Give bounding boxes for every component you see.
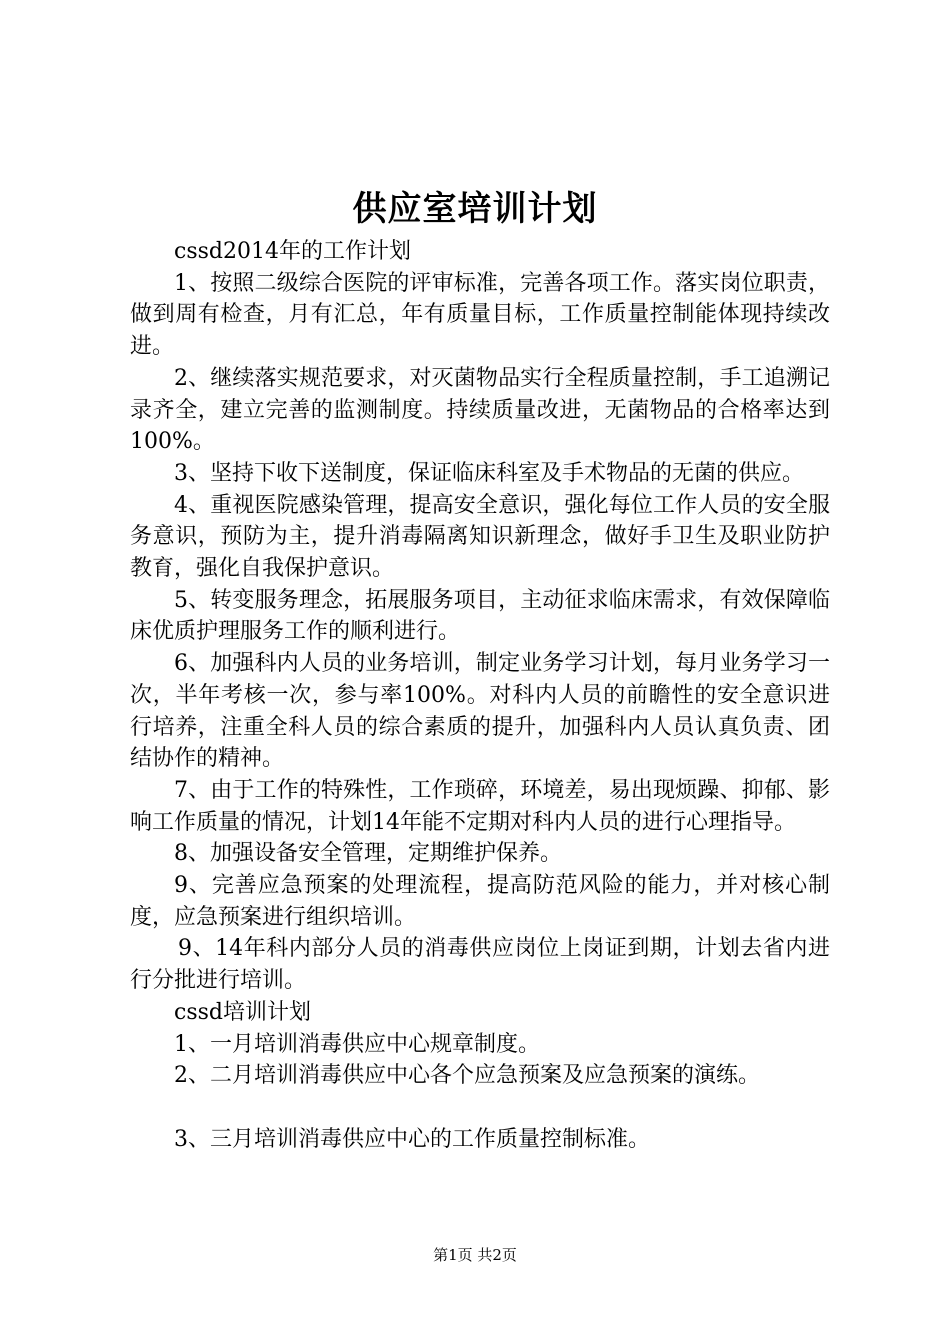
document-body — [130, 236, 830, 1155]
paragraph-item-4: 4、重视医院感染管理，提高安全意识，强化每位工作人员的安全服务意识，预防为主，提升消毒隔离知识新理念，做好手卫生及职业防护教育，强化自我保护意识。 — [130, 492, 830, 582]
page-title: 供应室培训计划 — [352, 189, 598, 229]
section-heading-training-plan: cssd培训计划 — [174, 999, 311, 1025]
paragraph-item-6: 6、加强科内人员的业务培训，制定业务学习计划，每月业务学习一次，半年考核一次，参与率100%。对科内人员的前瞻性的安全意识进行培养，注重全科人员的综合素质的提升，加强科内人员认真负责、团结协作的精神。 — [130, 651, 830, 772]
paragraph-item-2: 2、继续落实规范要求，对灭菌物品实行全程质量控制，手工追溯记录齐全，建立完善的监测制度。持续质量改进，无菌物品的合格率达到100%。 — [130, 365, 830, 455]
paragraph-item-9: 9、完善应急预案的处理流程，提高防范风险的能力，并对核心制度，应急预案进行组织培训。 — [130, 873, 830, 930]
training-item-1: 1、一月培训消毒供应中心规章制度。 — [174, 1031, 540, 1057]
training-item-2: 2、二月培训消毒供应中心各个应急预案及应急预案的演练。 — [174, 1063, 760, 1089]
training-item-3: 3、三月培训消毒供应中心的工作质量控制标准。 — [174, 1126, 650, 1152]
paragraph-item-7: 7、由于工作的特殊性，工作琐碎，环境差，易出现烦躁、抑郁、影响工作质量的情况，计划14年能不定期对科内人员的进行心理指导。 — [130, 777, 830, 835]
paragraph-item-9b: 9、14年科内部分人员的消毒供应岗位上岗证到期，计划去省内进行分批进行培训。 — [130, 936, 830, 994]
paragraph-item-3: 3、坚持下收下送制度，保证临床科室及手术物品的无菌的供应。 — [174, 460, 804, 486]
section-heading-work-plan: cssd2014年的工作计划 — [174, 239, 411, 264]
paragraph-item-1: 1、按照二级综合医院的评审标准，完善各项工作。落实岗位职责，做到周有检查，月有汇总，年有质量目标，工作质量控制能体现持续改进。 — [130, 270, 830, 360]
blank-line — [130, 1092, 830, 1124]
paragraph-item-5: 5、转变服务理念，拓展服务项目，主动征求临床需求，有效保障临床优质护理服务工作的顺利进行。 — [130, 587, 830, 645]
page-number: 第1页 共2页 — [433, 1246, 517, 1264]
paragraph-item-8: 8、加强设备安全管理，定期维护保养。 — [174, 841, 562, 867]
